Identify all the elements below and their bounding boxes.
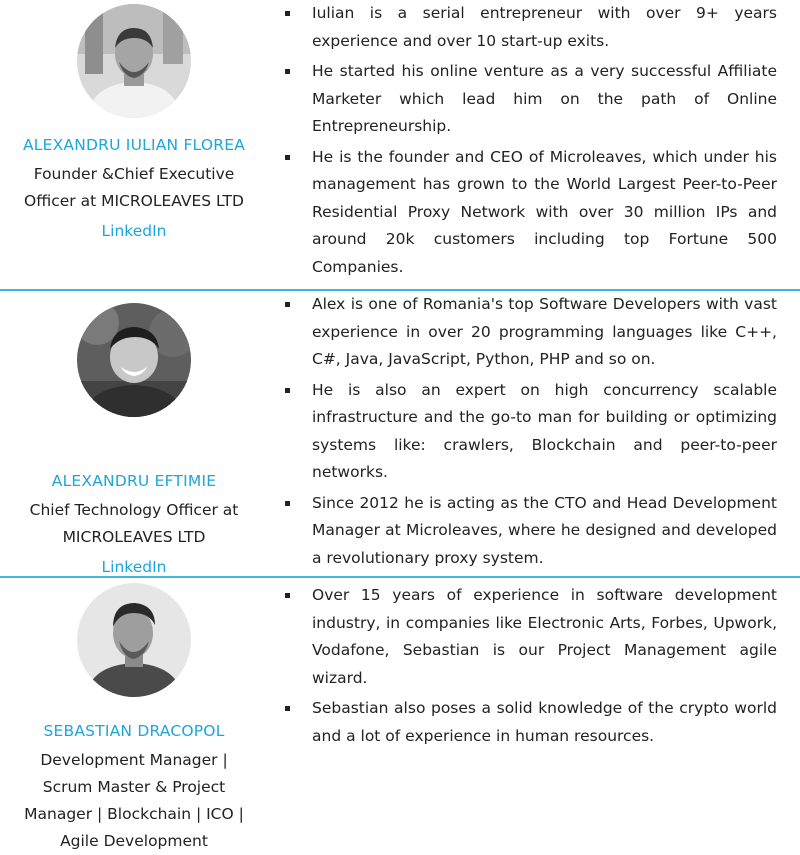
member-role-line: Founder &Chief Executive: [33, 165, 235, 183]
member-name: ALEXANDRU EFTIMIE: [51, 472, 217, 490]
linkedin-link[interactable]: LinkedIn: [101, 558, 167, 576]
square-bullet-icon: [285, 593, 290, 598]
member-role-line: Manager | Blockchain | ICO |: [24, 805, 244, 823]
person-photo-icon: [77, 303, 191, 417]
bullet-item: [285, 377, 777, 487]
member-role: [0, 161, 268, 215]
member-role-line: Officer at MICROLEAVES LTD: [24, 192, 244, 210]
member-role-line: Agile Development: [60, 832, 208, 850]
bullet-item: [285, 582, 777, 692]
linkedin-link[interactable]: LinkedIn: [101, 222, 167, 240]
member-profile: [0, 578, 268, 855]
avatar-photo-florea: [77, 4, 191, 118]
member-profile: [0, 291, 268, 577]
bullet-item: [285, 0, 777, 55]
bullet-item: [285, 144, 777, 282]
avatar-photo-dracopol: [77, 583, 191, 697]
square-bullet-icon: [285, 11, 290, 16]
member-name: SEBASTIAN DRACOPOL: [43, 722, 225, 740]
bullet-item: [285, 490, 777, 573]
avatar-photo-eftimie: [77, 303, 191, 417]
bullet-item: [285, 695, 777, 750]
bullet-text: Since 2012 he is acting as the CTO and Head Development Manager at Microleaves, where he designed and developed a revolutionary proxy system.: [312, 493, 777, 567]
team-member-eftimie: [0, 291, 800, 576]
person-photo-icon: [77, 4, 191, 118]
member-bullets: [285, 0, 777, 284]
team-member-dracopol: [0, 578, 800, 855]
member-role: [0, 497, 268, 551]
member-name: ALEXANDRU IULIAN FLOREA: [22, 136, 246, 154]
team-member-florea: [0, 0, 800, 289]
member-bullets: [285, 291, 777, 575]
bullet-text: He is the founder and CEO of Microleaves, which under his management has grown to the World Largest Peer-to-Peer Residential Proxy Network with over 30 million IPs and around 20k customers including top Fortune 500 Companies.: [312, 147, 777, 276]
bullet-text: Over 15 years of experience in software development industry, in companies like Electronic Arts, Forbes, Upwork, Vodafone, Sebastian is our Project Management agile wizard.: [312, 586, 777, 687]
member-role-line: MICROLEAVES LTD: [62, 528, 206, 546]
member-bullets: [285, 582, 777, 753]
square-bullet-icon: [285, 501, 290, 506]
bullet-item: [285, 291, 777, 374]
square-bullet-icon: [285, 706, 290, 711]
person-photo-icon: [77, 583, 191, 697]
bullet-text: He started his online venture as a very successful Affiliate Marketer which lead him on the path of Online Entrepreneurship.: [312, 62, 777, 135]
bullet-text: Alex is one of Romania's top Software Developers with vast experience in over 20 programming languages like C++, C#, Java, JavaScript, Python, PHP and so on.: [312, 295, 777, 368]
bullet-text: Iulian is a serial entrepreneur with over 9+ years experience and over 10 start-up exits.: [312, 4, 777, 50]
bullet-text: He is also an expert on high concurrency scalable infrastructure and the go-to man for building or optimizing systems like: crawlers, Blockchain and peer-to-peer networks.: [312, 380, 777, 481]
square-bullet-icon: [285, 155, 290, 160]
square-bullet-icon: [285, 69, 290, 74]
square-bullet-icon: [285, 388, 290, 393]
member-role: [0, 747, 268, 855]
member-profile: [0, 0, 268, 241]
member-role-line: Scrum Master & Project: [42, 778, 226, 796]
square-bullet-icon: [285, 302, 290, 307]
member-role-line: Chief Technology Officer at: [29, 501, 239, 519]
bullet-text: Sebastian also poses a solid knowledge of the crypto world and a lot of experience in human resources.: [312, 699, 777, 745]
member-role-line: Development Manager |: [40, 751, 228, 769]
bullet-item: [285, 58, 777, 141]
